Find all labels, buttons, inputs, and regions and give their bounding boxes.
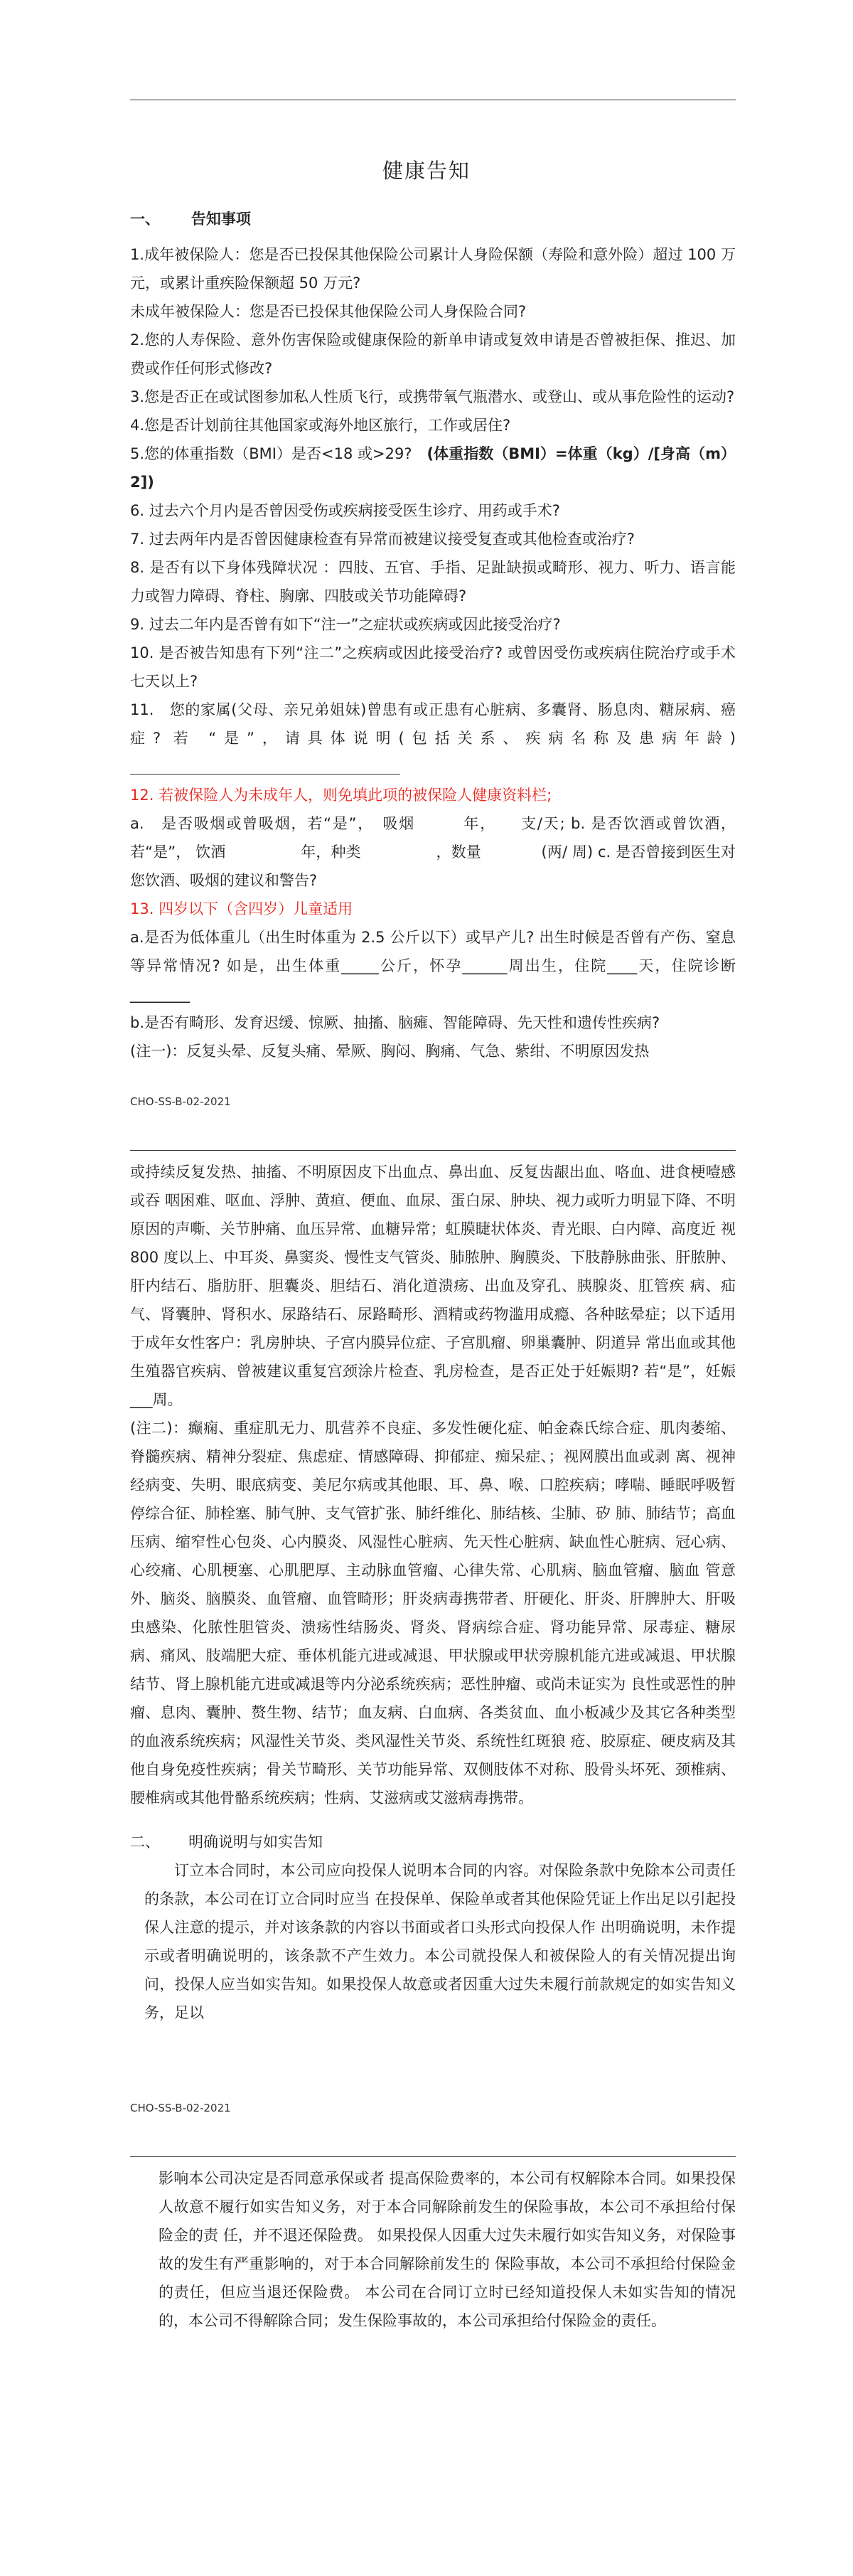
note2: (注二)：癫痫、重症肌无力、肌营养不良症、多发性硬化症、帕金森氏综合症、肌肉萎缩、脊髓疾病、精神分裂症、焦虑症、情感障碍、抑郁症、痴呆症、；视网膜出血或剥 离、视神经病变、失明、眼底病变、美尼尔病或其他眼、耳、鼻、喉、口腔疾病；哮喘、睡眠呼吸暂停综合征、肺栓塞、肺气肿、支气管扩张、肺纤维化、肺结核、尘肺、矽 肺、肺结节；高血压病、缩窄性心包炎、心内膜炎、风湿性心脏病、先天性心脏病、缺血性心脏病、冠心病、心绞痛、心肌梗塞、心肌肥厚、主动脉血管瘤、心律失常、心肌病、脑血管瘤、脑血 管意外、脑炎、脑膜炎、血管瘤、血管畸形；肝炎病毒携带者、肝硬化、肝炎、肝脾肿大、肝吸虫感染、化脓性胆管炎、溃疡性结肠炎、肾炎、肾病综合症、肾功能异常、尿毒症、糖尿病、痛风、肢端肥大症、垂体机能亢进或减退、甲状腺或甲状旁腺机能亢进或减退、甲状腺结节、肾上腺机能亢进或减退等内分泌系统疾病；恶性肿瘤、或尚未证实为 良性或恶性的肿瘤、息肉、囊肿、赘生物、结节；血友病、白血病、各类贫血、血小板减少及其它各种类型的血液系统疾病；风湿性关节炎、类风湿性关节炎、系统性红斑狼 疮、胶原症、硬皮病及其他自身免疫性疾病；骨关节畸形、关节功能异常、双侧肢体不对称、股骨头坏死、颈椎病、腰椎病或其他骨骼系统疾病；性病、艾滋病或艾滋病毒携带。	[130, 1420, 736, 1806]
question-1: 1.成年被保险人：您是否已投保其他保险公司累计人身险保额（寿险和意外险）超过 100 万元，或累计重疾险保额超 50 万元?	[130, 246, 736, 292]
question-4: 4.您是否计划前往其他国家或海外地区旅行，工作或居住?	[130, 417, 511, 434]
question-6: 6. 过去六个月内是否曾因受伤或疾病接受医生诊疗、用药或手术?	[130, 502, 560, 519]
question-9: 9. 过去二年内是否曾有如下“注一”之症状或疾病或因此接受治疗?	[130, 616, 561, 633]
question-3: 3.您是否正在或试图参加私人性质飞行，或携带氧气瓶潜水、或登山、或从事危险性的运动?	[130, 388, 735, 405]
page3-top-rule	[130, 2156, 736, 2157]
question-13-heading: 13. 四岁以下（含四岁）儿童适用	[130, 900, 353, 917]
section2-text-cont: 影响本公司决定是否同意承保或者 提高保险费率的，本公司有权解除本合同。如果投保人故意不履行如实告知义务，对于本合同解除前发生的保险事故，本公司不承担给付保险金的责 任，并不退还保险费。 如果投保人因重大过失未履行如实告知义务，对保险事故的发生有严重影响的，对于本合同解除前发生的 保险事故，本公司不承担给付保险金的责任，但应当退还保险费。 本公司在合同订立时已经知道投保人未如实告知的情况的，本公司不得解除合同；发生保险事故的，本公司承担给付保险金的责任。	[159, 2170, 736, 2329]
question-1-minor: 未成年被保险人：您是否已投保其他保险公司人身保险合同?	[130, 303, 527, 320]
family-history-blank[interactable]	[130, 757, 400, 775]
question-13-b: b.是否有畸形、发育迟缓、惊厥、抽搐、脑瘫、智能障碍、先天性和遗传性疾病?	[130, 1014, 660, 1031]
section2-title: 明确说明与如实告知	[188, 1833, 323, 1851]
section1-heading	[130, 205, 736, 233]
question-11-text: 11. 您的家属(父母、亲兄弟姐妹)曾患有或正患有心脏病、多囊肾、肠息肉、糖尿病、癌症? 若 “是”，请具体说明(包括关系、疾病名称及患病年龄)	[130, 701, 736, 747]
page2-footer-code: CHO-SS-B-02-2021	[130, 2102, 231, 2114]
question-12-text: a. 是否吸烟或曾吸烟，若“是”， 吸烟 年， 支/天; b. 是否饮酒或曾饮酒，若“是”， 饮酒 年，种类 ，数量 (两/ 周) c. 是否曾接到医生对您饮酒、吸烟的建议和警告?	[130, 815, 736, 889]
page2-top-rule	[130, 1150, 736, 1151]
question-2: 2.您的人寿保险、意外伤害保险或健康保险的新单申请或复效申请是否曾被拒保、推迟、加费或作任何形式修改?	[130, 331, 736, 377]
question-5-text: 5.您的体重指数（BMI）是否<18 或>29?	[130, 445, 427, 462]
question-7: 7. 过去两年内是否曾因健康检查有异常而被建议接受复查或其他检查或治疗?	[130, 531, 635, 548]
page1-footer-code: CHO-SS-B-02-2021	[130, 1095, 231, 1108]
section1-num: 一、	[130, 211, 160, 228]
section1-title: 告知事项	[191, 211, 251, 228]
section2-text: 订立本合同时，本公司应向投保人说明本合同的内容。对保险条款中免除本公司责任的条款，本公司在订立合同时应当 在投保单、保险单或者其他保险凭证上作出足以引起投保人注意的提示，并对该条款的内容以书面或者口头形式向投保人作 出明确说明，未作提示或者明确说明的，该条款不产生效力。本公司就投保人和被保险人的有关情况提出询问，投保人应当如实告知。如果投保人故意或者因重大过失未履行前款规定的如实告知义务，足以	[144, 1862, 736, 2021]
page-title: 健康告知	[382, 159, 471, 183]
page3-content	[159, 2164, 736, 2335]
question-12-heading: 12. 若被保险人为未成年人，则免填此项的被保险人健康资料栏;	[130, 787, 552, 804]
page2-content	[130, 1158, 736, 2027]
question-10: 10. 是否被告知患有下列“注二”之疾病或因此接受治疗? 或曾因受伤或疾病住院治疗或手术七天以上?	[130, 644, 736, 690]
bmi-formula: (体重指数（BMI）=体重（kg）/[身高（m）2])	[130, 445, 736, 491]
question-5	[130, 440, 736, 496]
question-11	[130, 696, 736, 781]
note1-start: (注一)：反复头晕、反复头痛、晕厥、胸闷、胸痛、气急、紫绀、不明原因发热	[130, 1043, 650, 1060]
question-8: 8. 是否有以下身体残障状况 ：四肢、五官、手指、足趾缺损或畸形、视力、听力、语言能力或智力障碍、脊柱、胸廓、四肢或关节功能障碍?	[130, 559, 736, 605]
page1-content	[130, 205, 736, 1065]
section2-heading	[130, 1828, 736, 1856]
section2-num: 二、	[130, 1833, 160, 1851]
question-13-a: a.是否为低体重儿（出生时体重为 2.5 公斤以下）或早产儿? 出生时候是否曾有产伤、窒息等异常情况? 如是，出生体重_____公斤，怀孕______周出生，住院____天，住院诊断________	[130, 929, 736, 1003]
note1-continued: 或持续反复发热、抽搐、不明原因皮下出血点、鼻出血、反复齿龈出血、咯血、进食梗噎感或吞 咽困难、呕血、浮肿、黄疸、便血、血尿、蛋白尿、肿块、视力或听力明显下降、不明原因的声嘶、关节肿痛、血压异常、血糖异常；虹膜睫状体炎、青光眼、白内障、高度近 视 800 度以上、中耳炎、鼻窦炎、慢性支气管炎、肺脓肿、胸膜炎、下肢静脉曲张、肝脓肿、肝内结石、脂肪肝、胆囊炎、胆结石、消化道溃疡、出血及穿孔、胰腺炎、肛管疾 病、疝气、肾囊肿、肾积水、尿路结石、尿路畸形、酒精或药物滥用成瘾、各种眩晕症；以下适用于成年女性客户：乳房肿块、子宫内膜异位症、子宫肌瘤、卵巢囊肿、阴道异 常出血或其他生殖器官疾病、曾被建议重复宫颈涂片检查、乳房检查，是否正处于妊娠期? 若“是”，妊娠___周。	[130, 1164, 736, 1408]
